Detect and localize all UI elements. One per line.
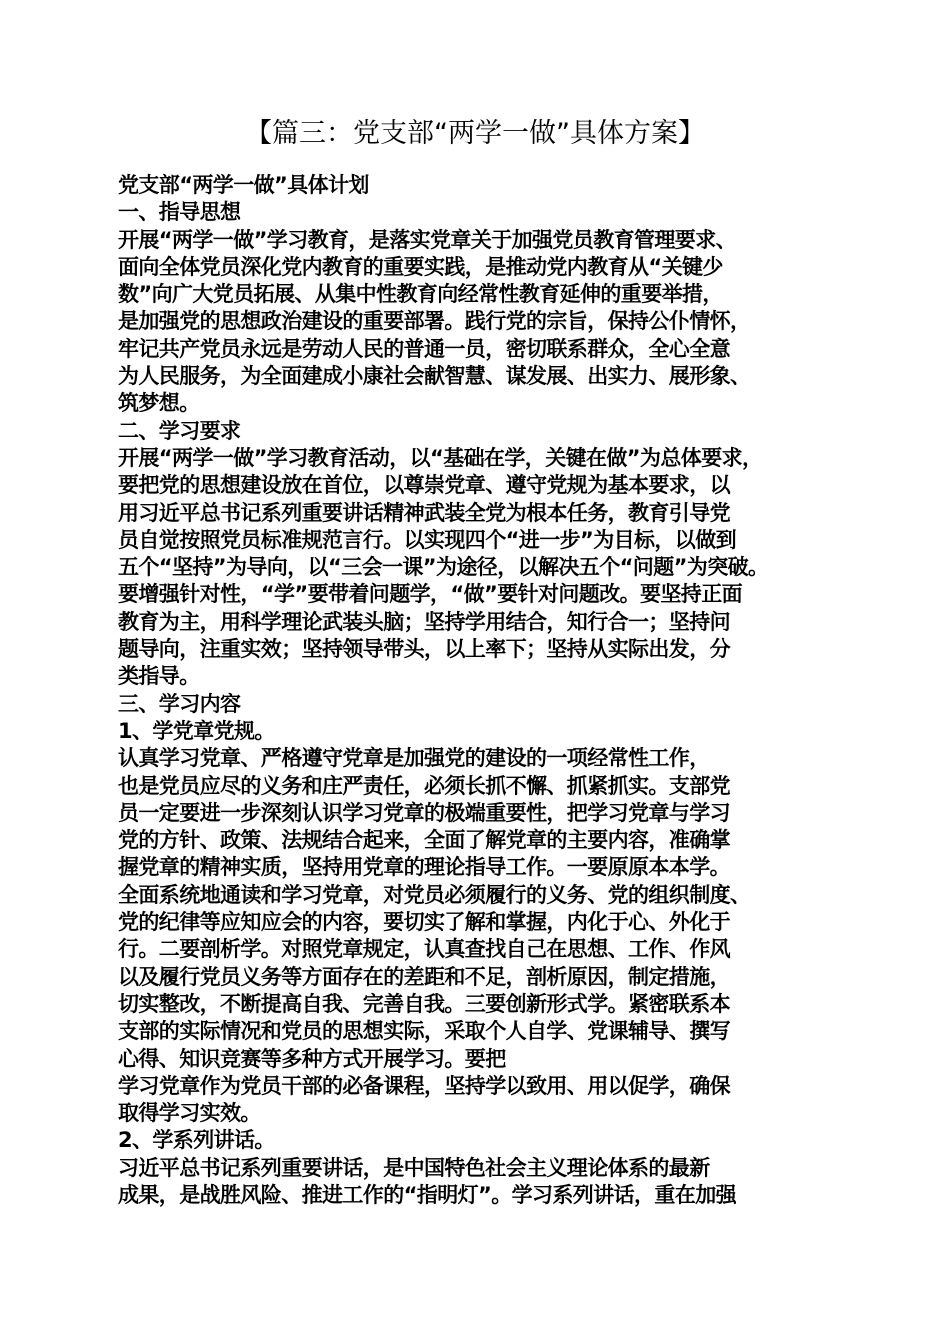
text-line: 为人民服务，为全面建成小康社会献智慧、谋发展、出实力、展形象、 <box>118 364 751 389</box>
text-line: 教育为主，用科学理论武装头脑；坚持学用结合，知行合一；坚持问 <box>118 609 730 634</box>
document-title: 【篇三：党支部“两学一做”具体方案】 <box>245 118 705 149</box>
text-line: 行。二要剖析学。对照党章规定，认真查找自己在思想、工作、作风 <box>118 937 730 962</box>
text-line: 类指导。 <box>118 664 200 689</box>
text-line: 认真学习党章、严格遵守党章是加强党的建设的一项经常性工作， <box>118 746 710 771</box>
text-line: 三、学习内容 <box>118 691 241 716</box>
text-line: 党支部“两学一做”具体计划 <box>118 173 369 197</box>
text-line: 成果，是战胜风险、推进工作的“指明灯”。学习系列讲话，重在加强 <box>118 1182 737 1207</box>
text-line: 开展“两学一做”学习教育活动，以“基础在学，关键在做”为总体要求， <box>118 445 763 470</box>
text-line: 学习党章作为党员干部的必备课程，坚持学以致用、用以促学，确保 <box>118 1073 730 1098</box>
text-line: 题导向，注重实效；坚持领导带头，以上率下；坚持从实际出发，分 <box>118 637 730 662</box>
text-line: 员自觉按照党员标准规范言行。以实现四个“进一步”为目标，以做到 <box>118 527 737 552</box>
text-line: 握党章的精神实质，坚持用党章的理论指导工作。一要原原本本学。 <box>118 855 730 880</box>
text-line: 切实整改，不断提高自我、完善自我。三要创新形式学。紧密联系本 <box>118 991 730 1016</box>
text-line: 牢记共产党员永远是劳动人民的普通一员，密切联系群众，全心全意 <box>118 336 730 361</box>
text-line: 开展“两学一做”学习教育，是落实党章关于加强党员教育管理要求、 <box>118 227 737 252</box>
text-line: 取得学习实效。 <box>118 1101 261 1126</box>
text-line: 用习近平总书记系列重要讲话精神武装全党为根本任务，教育引导党 <box>118 500 730 525</box>
text-line: 全面系统地通读和学习党章，对党员必须履行的义务、党的组织制度、 <box>118 882 751 907</box>
text-line: 员一定要进一步深刻认识学习党章的极端重要性，把学习党章与学习 <box>118 800 730 825</box>
text-line: 1、学党章党规。 <box>118 718 275 743</box>
text-line: 党的方针、政策、法规结合起来，全面了解党章的主要内容，准确掌 <box>118 828 730 853</box>
text-line: 面向全体党员深化党内教育的重要实践，是推动党内教育从“关键少 <box>118 254 723 279</box>
text-line: 要增强针对性，“学”要带着问题学，“做”要针对问题改。要坚持正面 <box>118 582 743 607</box>
text-line: 筑梦想。 <box>118 391 200 416</box>
text-line: 支部的实际情况和党员的思想实际，采取个人自学、党课辅导、撰写 <box>118 1019 730 1044</box>
text-line: 五个“坚持”为导向，以“三会一课”为途径，以解决五个“问题”为突破。 <box>118 555 769 580</box>
document-body <box>118 172 858 1209</box>
text-line: 以及履行党员义务等方面存在的差距和不足，剖析原因，制定措施， <box>118 964 730 989</box>
text-line: 也是党员应尽的义务和庄严责任，必须长抓不懈、抓紧抓实。支部党 <box>118 773 730 798</box>
text-line: 2、学系列讲话。 <box>118 1128 275 1153</box>
text-line: 一、指导思想 <box>118 200 241 225</box>
text-line: 二、学习要求 <box>118 418 241 443</box>
text-line: 数”向广大党员拓展、从集中性教育向经常性教育延伸的重要举措， <box>118 282 723 307</box>
text-line: 心得、知识竞赛等多种方式开展学习。要把 <box>118 1046 506 1071</box>
text-line: 习近平总书记系列重要讲话，是中国特色社会主义理论体系的最新 <box>118 1155 710 1180</box>
text-line: 是加强党的思想政治建设的重要部署。践行党的宗旨，保持公仆情怀， <box>118 309 751 334</box>
text-line: 要把党的思想建设放在首位，以尊崇党章、遵守党规为基本要求，以 <box>118 473 730 498</box>
text-line: 党的纪律等应知应会的内容，要切实了解和掌握，内化于心、外化于 <box>118 910 730 935</box>
